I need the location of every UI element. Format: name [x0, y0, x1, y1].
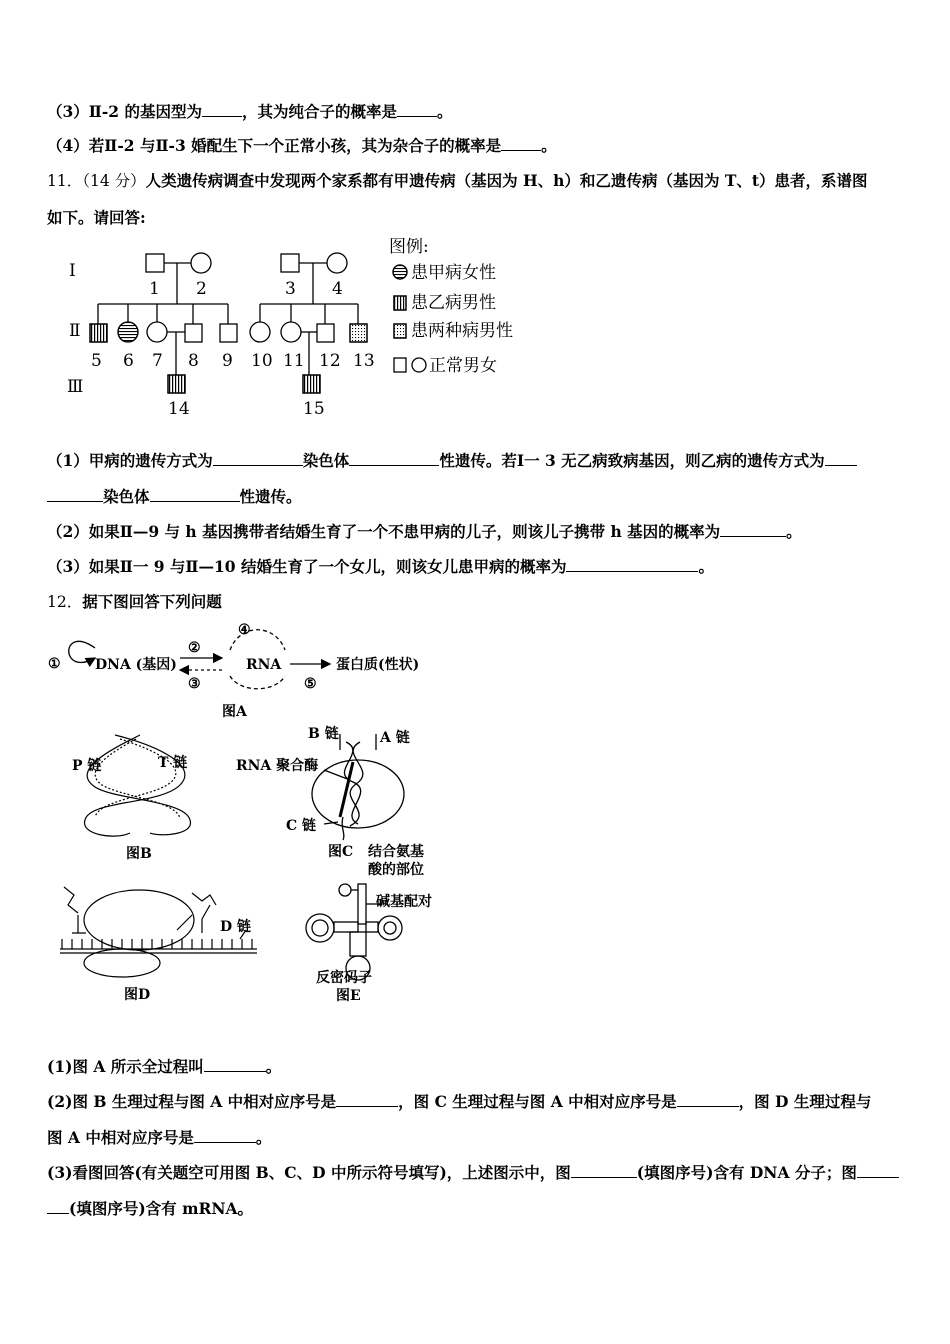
- q12-sub3-text: (填图序号)含有 DNA 分子；图: [636, 1163, 857, 1182]
- rna-label: RNA: [246, 657, 282, 673]
- a-strand-label: A 链: [380, 730, 410, 746]
- figure-b-dna-helix: [60, 725, 220, 865]
- individual-number: 7: [152, 351, 163, 371]
- individual-number: 8: [188, 351, 199, 371]
- individual-number: 5: [91, 351, 102, 371]
- base-pairing-label: 碱基配对: [376, 894, 432, 910]
- figure-c-caption: 图C: [328, 844, 354, 860]
- step-2-label: ②: [188, 640, 201, 656]
- d-strand-label: D 链: [220, 919, 252, 935]
- question-number: 11．（14 分）: [47, 172, 146, 190]
- generation-label: Ⅲ: [67, 377, 84, 397]
- q12-sub2-text: (2)图 B 生理过程与图 A 中相对应序号是: [47, 1092, 337, 1111]
- step-1-label: ①: [48, 656, 61, 672]
- amino-acid-site-label-2: 酸的部位: [368, 862, 424, 878]
- q10-sub4: [47, 136, 557, 156]
- q11-sub2-text: （2）如果Ⅱ—9 与 h 基因携带者结婚生育了一个不患甲病的儿子，则该儿子携带 h 基因的概率为: [47, 522, 721, 541]
- answer-blank[interactable]: [825, 451, 857, 466]
- q11-stem: [47, 171, 868, 191]
- q10-sub3-text: （3）Ⅱ-2 的基因型为: [47, 102, 202, 121]
- t-strand-label: T 链: [158, 755, 188, 771]
- individual-number: 13: [353, 351, 375, 371]
- answer-blank[interactable]: [397, 102, 437, 117]
- figure-a-central-dogma: [40, 618, 440, 728]
- legend-item: 患乙病男性: [411, 293, 496, 313]
- answer-blank[interactable]: [336, 1092, 398, 1107]
- q12-sub2-text: ，图 C 生理过程与图 A 中相对应序号是: [398, 1092, 677, 1111]
- q10-sub3-text: 。: [436, 102, 453, 121]
- q12-sub2-text: 图 A 中相对应序号是: [47, 1128, 194, 1147]
- figure-d-translation: [42, 875, 272, 1005]
- q11-sub1: [47, 451, 857, 471]
- q11-sub1-text: 染色体: [302, 451, 350, 470]
- figure-e-caption: 图E: [336, 988, 361, 1004]
- pedigree-chart: [55, 232, 535, 422]
- protein-label: 蛋白质(性状): [336, 657, 420, 673]
- answer-blank[interactable]: [47, 487, 103, 502]
- q12-sub1-text: (1)图 A 所示全过程叫: [47, 1057, 204, 1076]
- answer-blank[interactable]: [857, 1163, 899, 1178]
- amino-acid-site-label-1: 结合氨基: [368, 844, 424, 860]
- q12-sub2-cont: [47, 1128, 271, 1148]
- figure-d-caption: 图D: [124, 987, 151, 1003]
- q12-stem-text: 据下图回答下列问题: [82, 592, 222, 611]
- q11-sub1-text: 性遗传。: [239, 487, 302, 506]
- individual-number: 15: [303, 399, 325, 419]
- answer-blank[interactable]: [677, 1092, 739, 1107]
- individual-number: 14: [168, 399, 190, 419]
- answer-blank[interactable]: [566, 557, 698, 572]
- individual-number: 1: [149, 279, 160, 299]
- q11-sub1-text: （1）甲病的遗传方式为: [47, 451, 213, 470]
- b-strand-label: B 链: [308, 726, 339, 742]
- q11-sub2-text: 。: [786, 522, 802, 541]
- generation-label: Ⅰ: [69, 261, 76, 281]
- step-4-label: ④: [238, 622, 251, 638]
- q12-stem: [47, 592, 222, 612]
- figure-a-caption: 图A: [222, 704, 247, 720]
- answer-blank[interactable]: [194, 1128, 256, 1143]
- individual-number: 10: [251, 351, 273, 371]
- legend-title: 图例:: [389, 237, 429, 257]
- q11-stem-text: 人类遗传病调查中发现两个家系都有甲遗传病（基因为 H、h）和乙遗传病（基因为 T、t）患者，系谱图: [145, 171, 868, 190]
- dna-label: DNA (基因): [95, 657, 177, 673]
- individual-number: 12: [319, 351, 341, 371]
- q11-sub1-text: 性遗传。若Ⅰ一 3 无乙病致病基因，则乙病的遗传方式为: [439, 451, 825, 470]
- q12-sub3-text: (填图序号)含有 mRNA。: [69, 1199, 254, 1218]
- c-strand-label: C 链: [286, 818, 317, 834]
- individual-number: 2: [196, 279, 207, 299]
- q12-sub2: [47, 1092, 871, 1112]
- q11-sub3: [47, 557, 714, 577]
- answer-blank[interactable]: [213, 451, 303, 466]
- q11-sub1-text: 染色体: [103, 487, 150, 506]
- q11-sub2: [47, 522, 802, 542]
- individual-number: 9: [222, 351, 233, 371]
- q10-sub4-text: 。: [541, 136, 557, 155]
- individual-number: 6: [123, 351, 134, 371]
- answer-blank[interactable]: [720, 522, 786, 537]
- answer-blank[interactable]: [47, 1199, 69, 1214]
- q12-sub3: [47, 1163, 899, 1183]
- individual-number: 4: [332, 279, 343, 299]
- rna-polymerase-label: RNA 聚合酶: [236, 758, 319, 774]
- q10-sub3: [47, 102, 453, 122]
- q11-sub1-cont: [47, 487, 302, 507]
- generation-label: Ⅱ: [69, 321, 81, 341]
- q12-sub3-cont: [47, 1199, 253, 1219]
- individual-number: 11: [283, 351, 305, 371]
- q12-sub2-text: ，图 D 生理过程与: [738, 1092, 872, 1111]
- figure-b-caption: 图B: [126, 846, 152, 862]
- legend-item: 患两种病男性: [411, 321, 513, 341]
- answer-blank[interactable]: [571, 1163, 637, 1178]
- q12-sub1-text: 。: [265, 1057, 282, 1076]
- q11-sub3-text: （3）如果Ⅱ一 9 与Ⅱ—10 结婚生育了一个女儿，则该女儿患甲病的概率为: [47, 557, 567, 576]
- q11-stem-cont: [47, 208, 146, 228]
- answer-blank[interactable]: [501, 136, 541, 151]
- answer-blank[interactable]: [150, 487, 240, 502]
- p-strand-label: P 链: [72, 758, 102, 774]
- q11-sub3-text: 。: [698, 557, 714, 576]
- step-5-label: ⑤: [304, 676, 317, 692]
- q10-sub3-text: ，其为纯合子的概率是: [241, 102, 397, 121]
- anticodon-label: 反密码子: [316, 970, 372, 986]
- individual-number: 3: [285, 279, 296, 299]
- q10-sub4-text: （4）若Ⅱ-2 与Ⅱ-3 婚配生下一个正常小孩，其为杂合子的概率是: [47, 136, 502, 155]
- question-number: 12．: [47, 593, 83, 611]
- answer-blank[interactable]: [202, 102, 242, 117]
- answer-blank[interactable]: [204, 1057, 266, 1072]
- q11-stem-text: 如下。请回答:: [47, 208, 146, 227]
- q12-sub3-text: (3)看图回答(有关题空可用图 B、C、D 中所示符号填写)，上述图示中，图: [47, 1163, 571, 1182]
- q12-sub2-text: 。: [255, 1128, 272, 1147]
- legend-item: 患甲病女性: [411, 263, 496, 283]
- legend-item: 正常男女: [429, 356, 497, 376]
- step-3-label: ③: [188, 676, 201, 692]
- q12-sub1: [47, 1057, 281, 1077]
- answer-blank[interactable]: [349, 451, 439, 466]
- figure-e-trna: [290, 840, 460, 1010]
